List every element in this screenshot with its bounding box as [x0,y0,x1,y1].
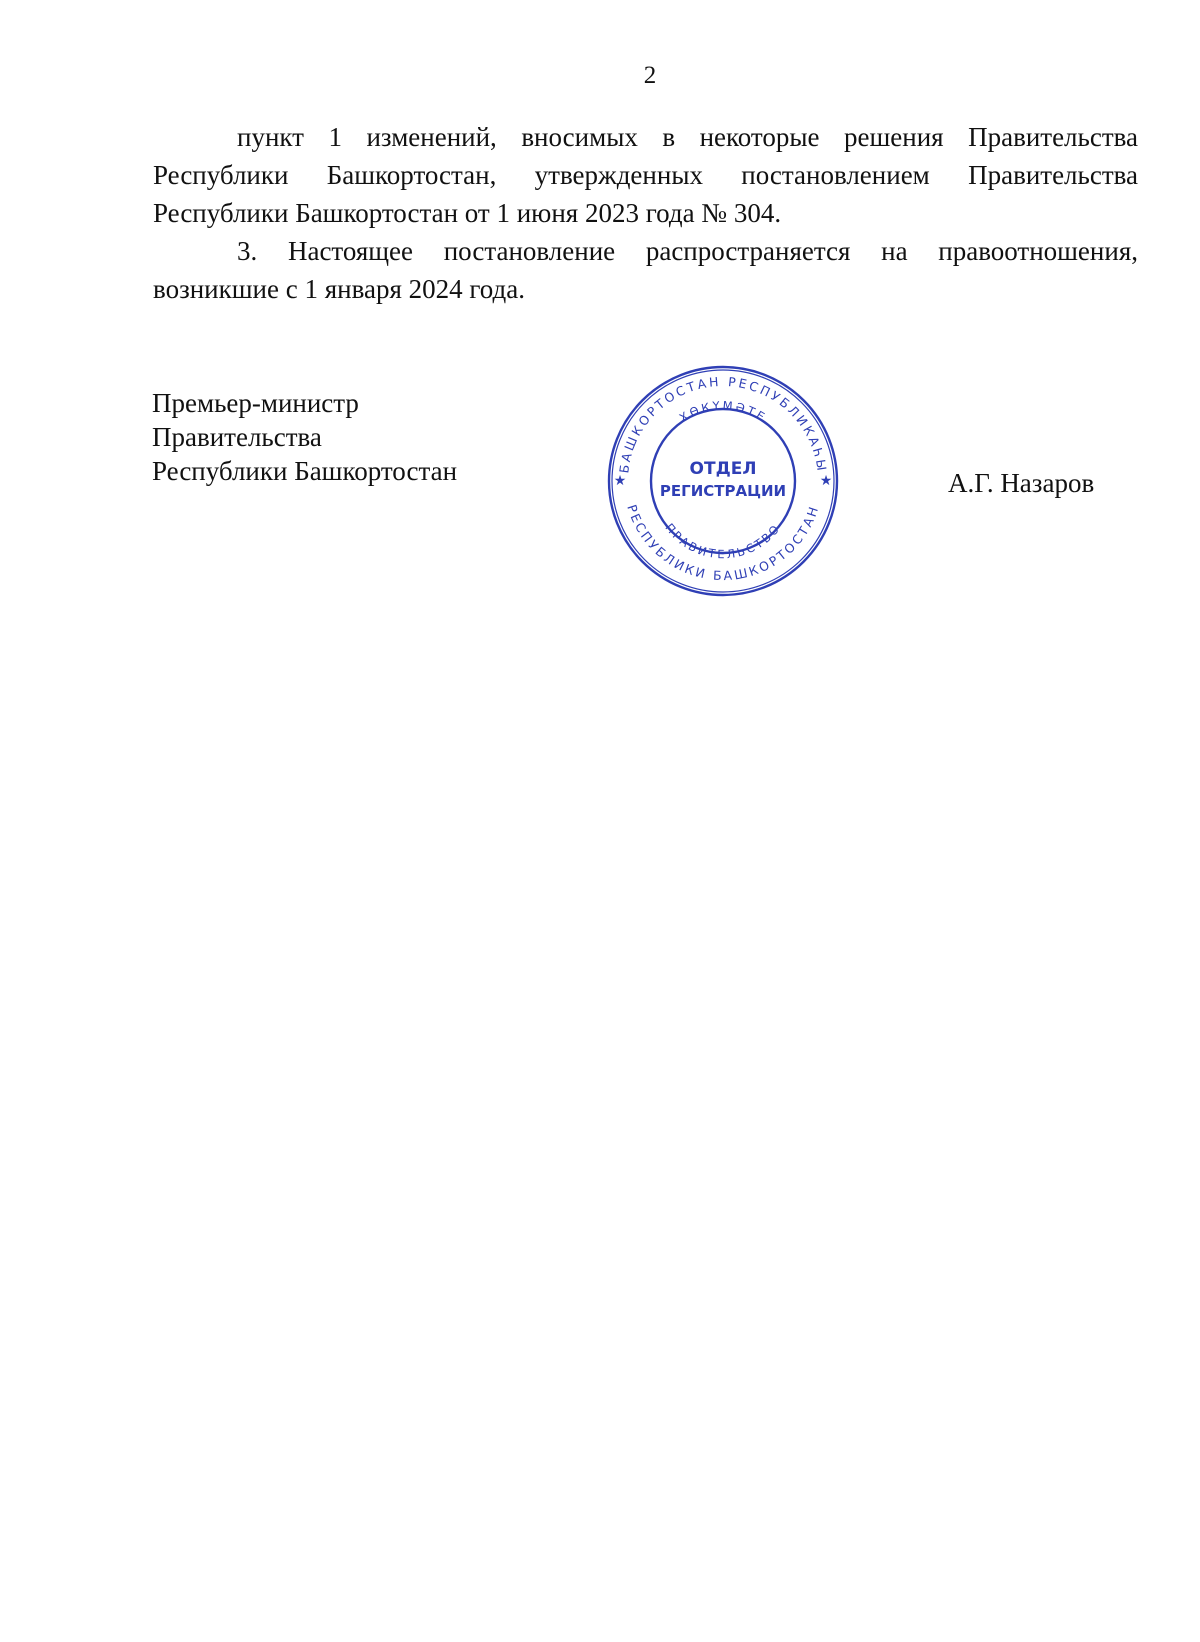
stamp-star-left-icon: ★ [613,473,627,489]
position-line-3: Республики Башкортостан [152,456,458,486]
signatory-position [152,386,457,488]
stamp-inner-bottom-text: ПРАВИТЕЛЬСТВО [662,520,784,562]
position-line-1: Премьер-министр [152,388,359,418]
document-body [153,118,1138,308]
stamp-center-line-1: ОТДЕЛ [689,459,757,479]
stamp-star-right-icon: ★ [819,473,833,489]
signatory-name: А.Г. Назаров [948,468,1095,498]
paragraph-continuation: пункт 1 изменений, вносимых в некоторые решения Правительства Республики Башкортостан, утвержденных постановлением Правительства Республики Башкортостан от 1 июня 2023 года № 304. [153,122,1138,228]
stamp-inner-top-text: ХӨКҮМӘТЕ [676,398,770,425]
page-number: 2 [643,62,657,89]
stamp-center-line-2: РЕГИСТРАЦИИ [659,482,787,500]
position-line-2: Правительства [152,422,322,452]
official-seal-stamp [604,362,842,600]
stamp-outer-bottom-text: РЕСПУБЛИКИ БАШКОРТОСТАН [624,502,822,584]
paragraph-3: 3. Настоящее постановление распространяется на правоотношения, возникшие с 1 января 2024 года. [153,236,1138,304]
stamp-outer-top-text: БАШКОРТОСТАН РЕСПУБЛИКАҺЫ [616,373,830,475]
